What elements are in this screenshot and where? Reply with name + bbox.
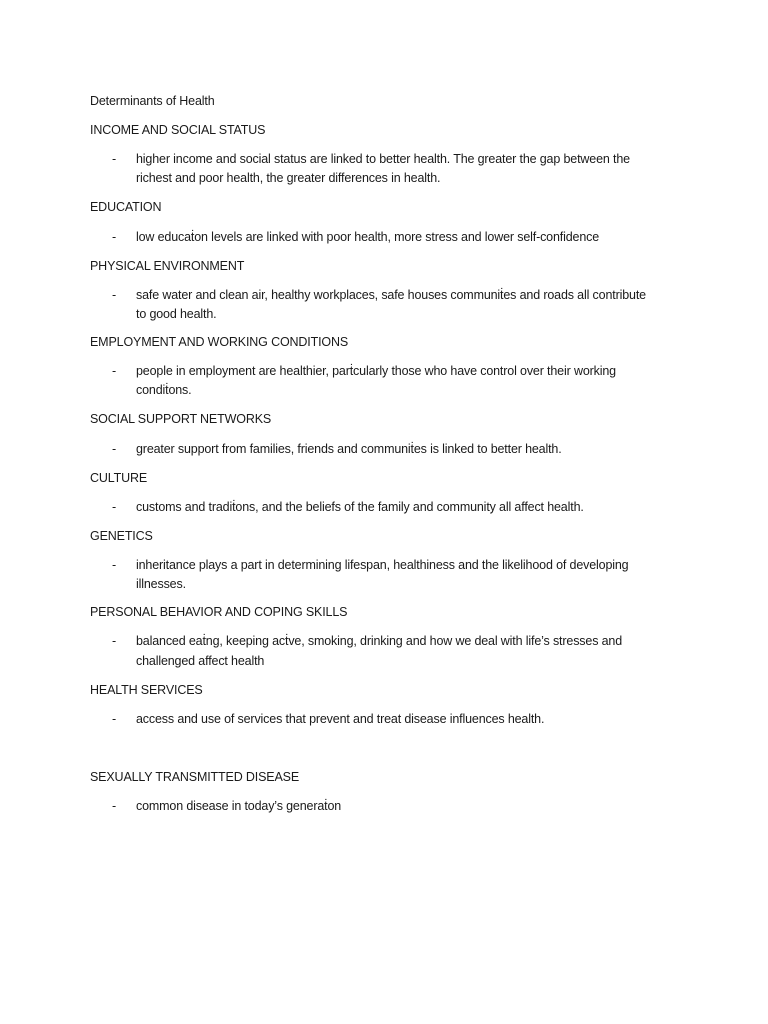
- section-heading-std: SEXUALLY TRANSMITTED DISEASE: [90, 770, 300, 784]
- bullet-text: to good health.: [136, 307, 217, 321]
- bullet-dash: -: [112, 442, 117, 456]
- section-heading-health-services: HEALTH SERVICES: [90, 683, 203, 697]
- bullet-text: greater support from families, friends and communiṫes is linked to better health.: [136, 442, 562, 456]
- bullet-dash: -: [112, 152, 117, 166]
- bullet-dash: -: [112, 712, 117, 726]
- bullet-text: condiṫons.: [136, 383, 192, 397]
- bullet-text: customs and tradiṫons, and the beliefs of the family and community all affect health.: [136, 500, 584, 514]
- bullet-text: safe water and clean air, healthy workplaces, safe houses communiṫes and roads all contribute: [136, 288, 646, 302]
- bullet-dash: -: [112, 634, 117, 648]
- bullet-text: balanced eaṫng, keeping acṫve, smoking, drinking and how we deal with life’s stresses and: [136, 634, 623, 648]
- bullet-text: low educaṫon levels are linked with poor health, more stress and lower self-confidence: [136, 230, 600, 244]
- section-heading-personal-behavior: PERSONAL BEHAVIOR AND COPING SKILLS: [90, 605, 348, 619]
- bullet-dash: -: [112, 558, 117, 572]
- bullet-dash: -: [112, 364, 117, 378]
- bullet-dash: -: [112, 288, 117, 302]
- bullet-text: illnesses.: [136, 577, 186, 591]
- bullet-dash: -: [112, 799, 117, 813]
- section-heading-education: EDUCATION: [90, 200, 162, 214]
- bullet-text: challenged affect health: [136, 654, 265, 668]
- bullet-dash: -: [112, 230, 117, 244]
- bullet-text: common disease in today’s generaṫon: [136, 799, 342, 813]
- document-title: Determinants of Health: [90, 94, 215, 108]
- section-heading-physical-environment: PHYSICAL ENVIRONMENT: [90, 259, 245, 273]
- bullet-dash: -: [112, 500, 117, 514]
- section-heading-genetics: GENETICS: [90, 529, 153, 543]
- section-heading-social-support: SOCIAL SUPPORT NETWORKS: [90, 412, 272, 426]
- bullet-text: higher income and social status are linked to better health. The greater the gap between the: [136, 152, 630, 166]
- section-heading-employment: EMPLOYMENT AND WORKING CONDITIONS: [90, 335, 349, 349]
- bullet-text: richest and poor health, the greater differences in health.: [136, 171, 441, 185]
- bullet-text: access and use of services that prevent and treat disease influences health.: [136, 712, 545, 726]
- section-heading-culture: CULTURE: [90, 471, 148, 485]
- bullet-text: people in employment are healthier, parṫcularly those who have control over their working: [136, 364, 616, 378]
- section-heading-income: INCOME AND SOCIAL STATUS: [90, 123, 266, 137]
- bullet-text: inheritance plays a part in determining lifespan, healthiness and the likelihood of developing: [136, 558, 629, 572]
